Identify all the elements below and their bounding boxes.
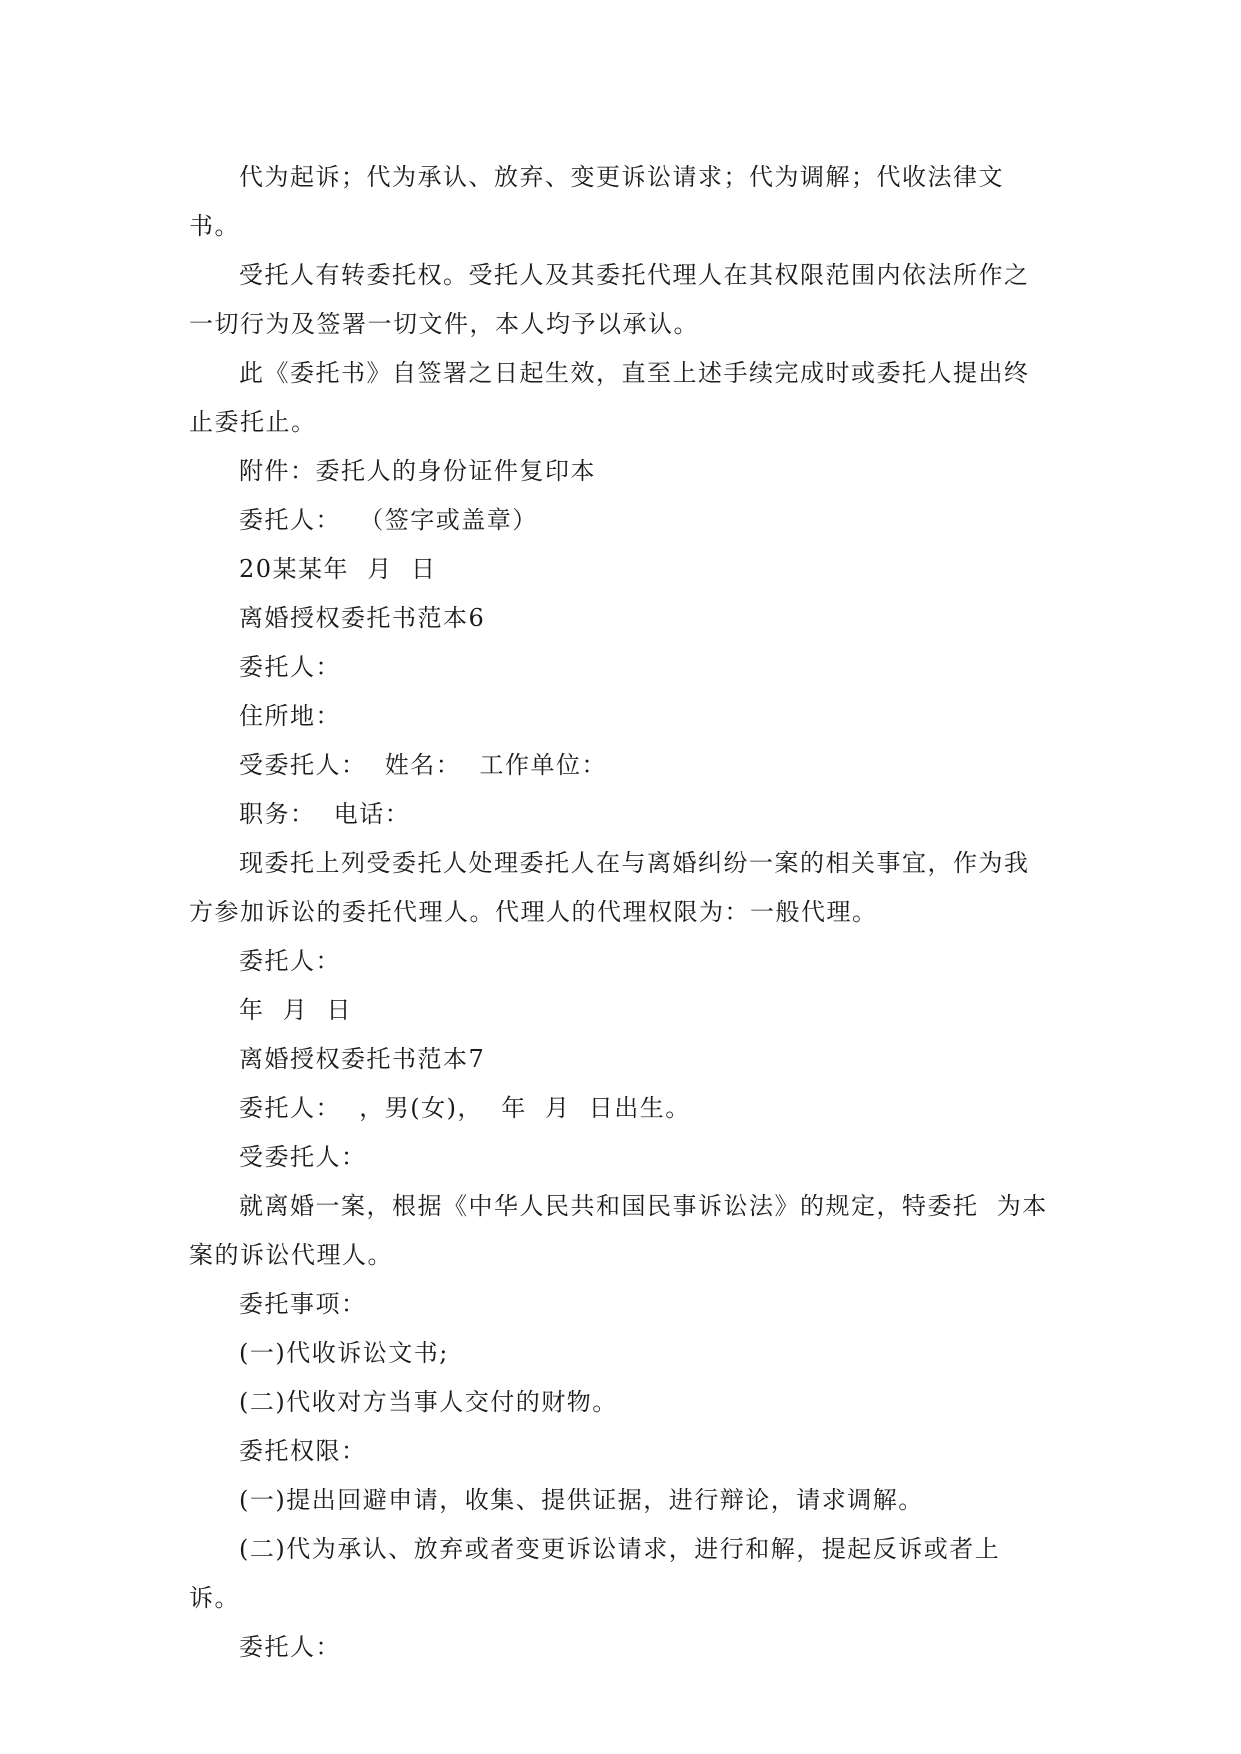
paragraph-agent: 受委托人：	[239, 1143, 367, 1171]
paragraph-principal-final: 委托人：	[239, 1633, 341, 1661]
paragraph-sub-delegation: 受托人有转委托权。受托人及其委托代理人在其权限范围内依法所作之一切行为及签署一切文件，本人均予以承认。	[189, 261, 1030, 338]
paragraph-position-phone: 职务： 电话：	[239, 800, 411, 828]
paragraph-principal-details: 委托人： ，男(女)， 年 月 日出生。	[239, 1094, 691, 1122]
paragraph-effective-date: 此《委托书》自签署之日起生效，直至上述手续完成时或委托人提出终止委托止。	[189, 359, 1030, 436]
list-item-authority-1: (一)提出回避申请，收集、提供证据，进行辩论，请求调解。	[239, 1486, 924, 1514]
paragraph-date: 20某某年 月 日	[239, 555, 437, 583]
paragraph-address: 住所地：	[239, 702, 341, 730]
paragraph-delegation-statement: 现委托上列受委托人处理委托人在与离婚纠纷一案的相关事宜，作为我方参加诉讼的委托代理人。代理人的代理权限为：一般代理。	[189, 849, 1030, 926]
list-item-matter-2: (二)代收对方当事人交付的财物。	[239, 1388, 618, 1416]
paragraph-principal: 委托人：	[239, 653, 341, 681]
paragraph-agency-scope: 代为起诉；代为承认、放弃、变更诉讼请求；代为调解；代收法律文书。	[189, 163, 1004, 240]
section-heading-sample-7: 离婚授权委托书范本7	[239, 1045, 486, 1073]
section-heading-sample-6: 离婚授权委托书范本6	[239, 604, 486, 632]
paragraph-case-statement: 就离婚一案，根据《中华人民共和国民事诉讼法》的规定，特委托 为本案的诉讼代理人。	[189, 1192, 1048, 1269]
paragraph-principal-sign: 委托人：	[239, 947, 341, 975]
document-body	[189, 153, 1049, 1672]
paragraph-date-blank: 年 月 日	[239, 996, 353, 1024]
paragraph-signature: 委托人： （签字或盖章）	[239, 506, 538, 534]
paragraph-matters-heading: 委托事项：	[239, 1290, 367, 1318]
paragraph-agent-info: 受委托人： 姓名： 工作单位：	[239, 751, 608, 779]
paragraph-attachment: 附件：委托人的身份证件复印本	[239, 457, 596, 485]
paragraph-authority-heading: 委托权限：	[239, 1437, 367, 1465]
list-item-authority-2: (二)代为承认、放弃或者变更诉讼请求，进行和解，提起反诉或者上诉。	[189, 1535, 1001, 1612]
list-item-matter-1: (一)代收诉讼文书;	[239, 1339, 449, 1367]
